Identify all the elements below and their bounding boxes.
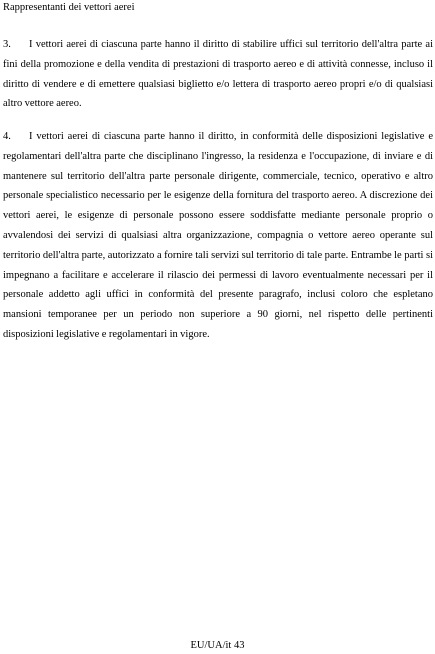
paragraph-text: I vettori aerei di ciascuna parte hanno il diritto, in conformità delle disposizioni legislative e regolamentari dell'altra parte che disciplinano l'ingresso, la residenza e l'occupazione, di inviare e di mantenere sul territorio dell'altra parte personale dirigente, commerciale, tecnico, operativo e altro personale specialistico necessario per le esigenze della fornitura del trasporto aereo. A discrezione dei vettori aerei, le esigenze di personale possono essere soddisfatte mediante personale proprio o avvalendosi dei servizi di qualsiasi altra organizzazione, compagnia o vettore aereo operante sul territorio dell'altra parte, autorizzato a fornire tali servizi sul territorio di tale parte. Entrambe le parti si impegnano a facilitare e accelerare il rilascio dei permessi di lavoro eventualmente necessari per il personale addetto agli uffici in conformità del presente paragrafo, inclusi coloro che espletano mansioni temporanee per un periodo non superiore a 90 giorni, nel rispetto delle pertinenti disposizioni legislative e regolamentari in vigore.: [3, 131, 433, 340]
paragraph-4: [3, 127, 433, 345]
paragraph-number: 3.: [3, 39, 11, 50]
paragraph-text: I vettori aerei di ciascuna parte hanno il diritto di stabilire uffici sul territorio dell'altra parte ai fini della promozione e della vendita di prestazioni di trasporto aereo e di attività connesse, incluso il diritto di vendere e di emettere qualsiasi biglietto e/o lettera di trasporto aereo propri e/o di qualsiasi altro vettore aereo.: [3, 39, 433, 110]
paragraph-3: [3, 35, 433, 114]
page-footer: EU/UA/it 43: [190, 640, 245, 651]
section-heading: Rappresentanti dei vettori aerei: [3, 2, 135, 13]
paragraph-number: 4.: [3, 131, 11, 142]
